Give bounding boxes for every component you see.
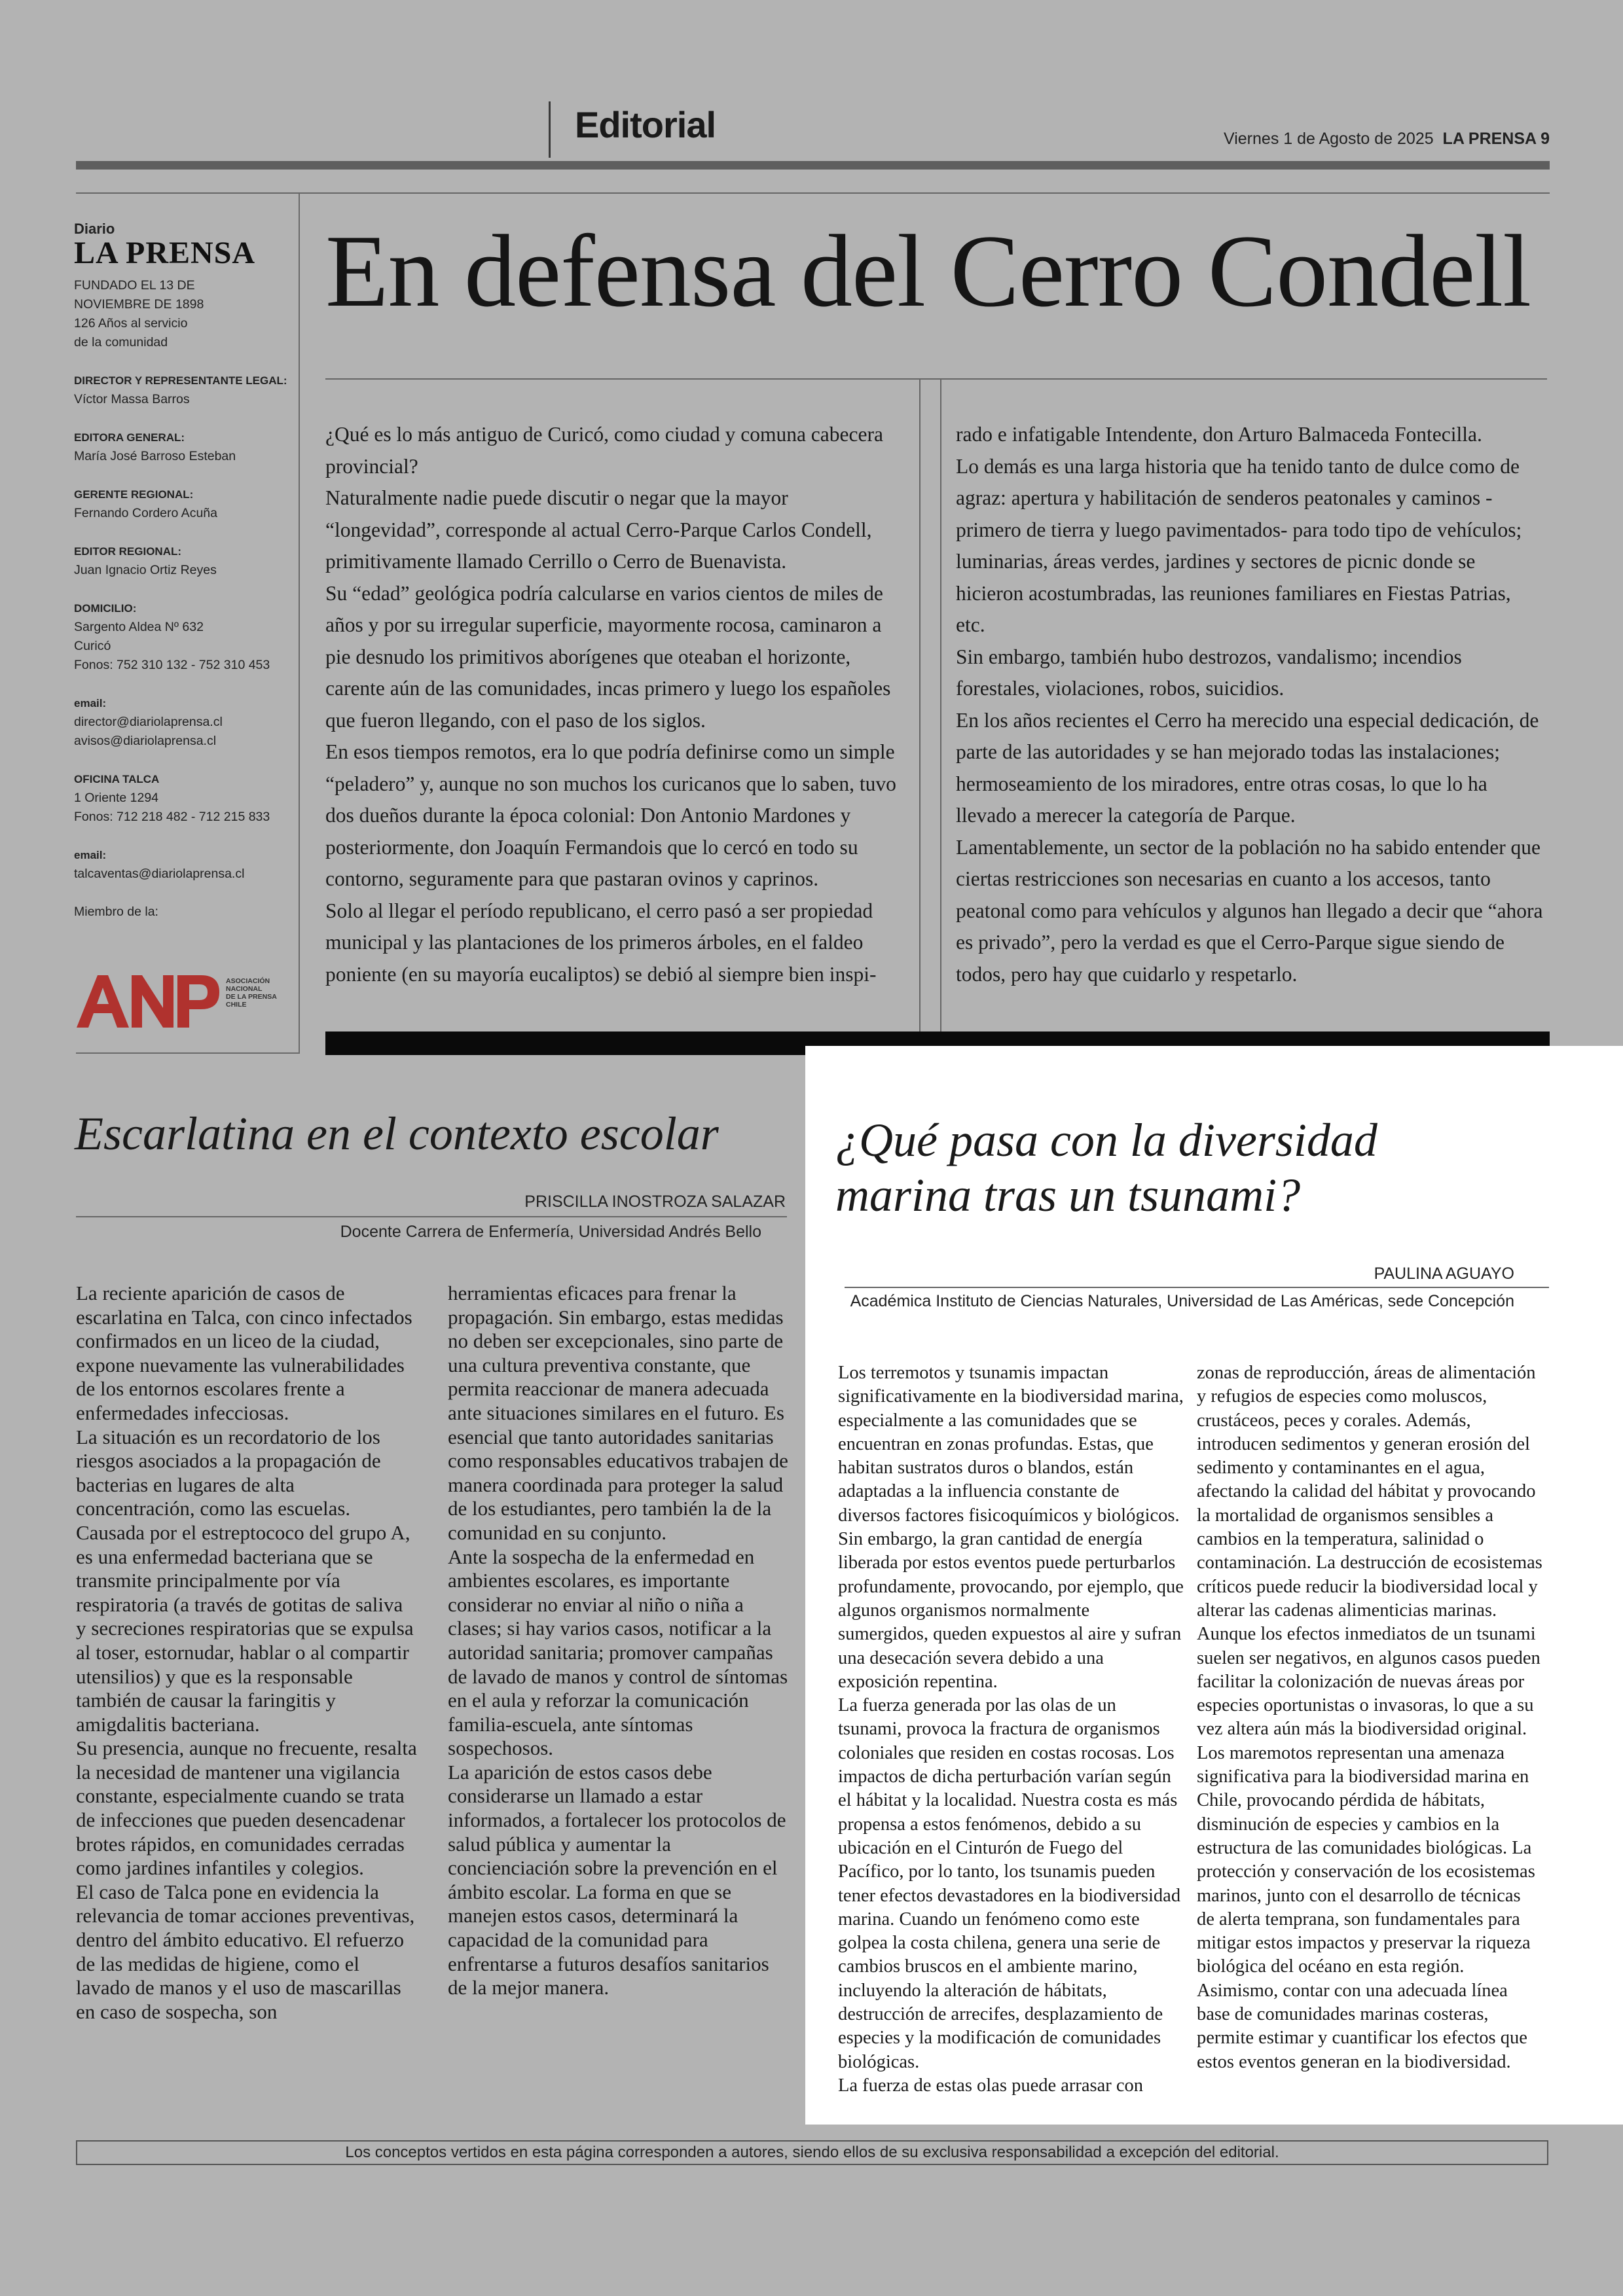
email-label: email: [74,697,107,709]
member-label: Miembro de la: [74,905,158,919]
domicilio-info [74,599,290,675]
staff-label: GERENTE REGIONAL: [74,488,194,501]
anp-caption: DE LA PRENSA [226,993,277,1001]
paragraph: Sin embargo, también hubo destrozos, vandalismo; incendios forestales, violaciones, robos, suicidios. [956,645,1462,700]
paragraph: Los terremotos y tsunamis impactan significativamente en la biodiversidad marina, especialmente a las comunidades que se encuentran en zonas profundas. Estas, que habitan sustratos duros o blandos, están adaptadas a la influencia constante de diversos factores fisicoquímicos y biológicos. Sin embargo, la gran cantidad de energía liberada por estos eventos puede perturbarlos profundamente, provocando, por ejemplo, que algunos organismos normalmente sumergidos, queden expuestos al aire y sufran una desecación severa debido a una exposición repentina. [838,1363,1184,1692]
author-affiliation: Académica Instituto de Ciencias Naturales, Universidad de Las Américas, sede Concepción [850,1292,1514,1310]
anp-caption: CHILE [226,1001,247,1009]
staff-editor [74,542,290,580]
author-affiliation: Docente Carrera de Enfermería, Universidad Andrés Bello [340,1223,761,1241]
email-info [74,694,290,751]
paragraph: La fuerza de estas olas puede arrasar con [838,2075,1144,2096]
paragraph: La reciente aparición de casos de escarlatina en Talca, con cinco infectados confirmados en un liceo de la ciudad, expone nuevamente las vulnerabilidades de los entornos escolares frente a enfermedades infecciosas. [76,1282,412,1424]
masthead-kicker: Diario [74,221,115,237]
phone-line: Fonos: 712 218 482 - 712 215 833 [74,810,270,824]
paragraph: La aparición de estos casos debe considerarse un llamado a estar informados, a fortalecer los protocolos de salud pública y aumentar la concienciación sobre la prevención en el ámbito escolar. La forma en que se manejen estos casos, determinará la capacidad de la comunidad para enfrentarse a futuros desafíos sanitarios de la mejor manera. [448,1760,786,2000]
header-bar [76,161,1550,170]
editorial-column-1 [325,419,908,990]
article-title: ¿Qué pasa con la diversidad marina tras un tsunami? [835,1114,1377,1221]
address-line: Curicó [74,639,111,653]
article-author: PRISCILLA INOSTROZA SALAZAR [524,1193,786,1211]
anp-caption: ASOCIACIÓN [226,977,270,985]
staff-gerente [74,485,290,523]
paragraph: Aunque los efectos inmediatos de un tsunami suelen ser negativos, en algunos casos pueden facilitar la colonización de nuevas áreas por especies oportunistas o invasoras, lo que a su vez altera aún más la biodiversidad original. [1197,1624,1541,1740]
paragraph: Naturalmente nadie puede discutir o negar que la mayor “longevidad”, corresponde al actual Cerro-Parque Carlos Condell, primitivamente llamado Cerrillo o Cerro de Buenavista. [325,486,872,573]
paragraph: zonas de reproducción, áreas de alimentación y refugios de especies como moluscos, crustáceos, peces y corales. Además, introducen sedimentos y generan erosión del sedimento y contaminantes en el agua, afectando la calidad del hábitat y provocando la mortalidad de organismos sensibles a cambios en la temperatura, salinidad o contaminación. La destrucción de ecosistemas críticos puede reducir la biodiversidad local y alterar las cadenas alimenticias marinas. [1197,1363,1542,1621]
staff-name: Juan Ignacio Ortiz Reyes [74,563,217,577]
header-divider [549,101,551,158]
founded-line: 126 Años al servicio [74,316,188,331]
founded-line: de la comunidad [74,335,168,350]
staff-name: Fernando Cordero Acuña [74,506,217,520]
article-column-1 [76,1282,418,2024]
page-label: LA PRENSA 9 [1442,130,1550,148]
anp-caption: NACIONAL [226,985,263,993]
dateline [1224,130,1550,149]
anp-logo [74,970,277,1033]
email-link[interactable]: director@diariolaprensa.cl [74,715,223,729]
article-column-2 [448,1282,790,2000]
header-rule [76,192,1550,194]
paragraph: Causada por el estreptococo del grupo A, es una enfermedad bacteriana que se transmite principalmente por vía respiratoria (a través de gotitas de saliva y secreciones respiratorias que se expulsa al toser, estornudar, hablar o al compartir utensilios) y que es la responsable también de causar la faringitis y amigdalitis bacteriana. [76,1520,414,1736]
editorial-column-rule [940,378,941,1033]
paragraph: Su presencia, aunque no frecuente, resalta la necesidad de mantener una vigilancia constante, especialmente cuando se trata de infecciones que pueden desencadenar brotes rápidos, en comunidades cerradas como jardines infantiles y colegios. [76,1736,417,1880]
article-column-2 [1197,1361,1542,2074]
editorial-column-rule [919,378,921,1033]
email-link[interactable]: avisos@diariolaprensa.cl [74,734,217,748]
paragraph: Los maremotos representan una amenaza significativa para la biodiversidad marina en Chile, provocando pérdida de hábitats, disminución de especies y cambios en la estructura de las comunidades biológicas. La protección y conservación de los ecosistemas marinos, junto con el desarrollo de técnicas de alerta temprana, son fundamentales para mitigar estos impactos y preservar la riqueza biológica del océano en esta región. Asimismo, contar con una adecuada línea base de comunidades marinas costeras, permite estimar y cuantificar los efectos que estos eventos generan en la biodiversidad. [1197,1742,1535,2072]
email-label: email: [74,849,107,861]
paragraph: En esos tiempos remotos, era lo que podría definirse como un simple “peladero” y, aunque no son muchos los curicanos que lo saben, tuvo dos dueños durante la época colonial: Don Antonio Mardones y posteriormente, don Joaquín Fermandois que lo cercó en todo su contorno, seguramente para que pastaran ovinos y caprinos. [325,740,896,890]
founded-info [74,276,290,352]
editorial-title: En defensa del Cerro Condell [325,214,1531,329]
sidebar-divider [299,194,300,1054]
phone-line: Fonos: 752 310 132 - 752 310 453 [74,658,270,672]
paragraph: Lo demás es una larga historia que ha tenido tanto de dulce como de agraz: apertura y habilitación de senderos peatonales y caminos -primero de tierra y luego pavimentados- para todo tipo de vehículos; luminarias, áreas verdes, jardines y sectores de picnic donde se hicieron acostumbradas, las reuniones familiares en Fiestas Patrias, etc. [956,454,1522,636]
sidebar-bottom-rule [76,1052,300,1054]
staff-director [74,371,290,409]
article-author: PAULINA AGUAYO [1374,1265,1514,1283]
staff-label: DIRECTOR Y REPRESENTANTE LEGAL: [74,374,287,387]
staff-name: Víctor Massa Barros [74,392,190,406]
paragraph: rado e infatigable Intendente, don Arturo Balmaceda Fontecilla. [956,423,1482,446]
paragraph: La situación es un recordatorio de los riesgos asociados a la propagación de bacterias en lugares de alta concentración, como las escuelas. [76,1425,381,1520]
staff-label: EDITORA GENERAL: [74,431,185,444]
paragraph: herramientas eficaces para frenar la propagación. Sin embargo, estas medidas no deben ser excepcionales, sino parte de una cultura preventiva constante, que permita reaccionar de manera adecuada ante situaciones similares en el futuro. Es esencial que tanto autoridades sanitarias como responsables educativos trabajen de manera coordinada para proteger la salud de los estudiantes, pero también la de la comunidad en su conjunto. [448,1282,788,1544]
masthead [74,221,290,922]
address-line: 1 Oriente 1294 [74,791,159,805]
article-column-1 [838,1361,1184,2098]
paragraph: Ante la sospecha de la enfermedad en ambientes escolares, es importante considerar no enviar al niño o niña a clases; si hay varios casos, notificar a la autoridad sanitaria; promover campañas de lavado de manos y control de síntomas en el aula y reforzar la comunicación familia-escuela, ante síntomas sospechosos. [448,1545,788,1760]
paragraph: Lamentablemente, un sector de la población no ha sabido entender que ciertas restricciones son necesarias en cuanto a los accesos, tanto peatonal como para vehículos y algunos han llegado a decir que “ahora es privado”, pero la verdad es que el Cerro-Parque sigue siendo de todos, pero hay que cuidarlo y respetarlo. [956,835,1543,986]
paragraph: El caso de Talca pone en evidencia la relevancia de tomar acciones preventivas, dentro del ámbito educativo. El refuerzo de las medidas de higiene, como el lavado de manos y el uso de mascarillas en caso de sospecha, son [76,1880,415,2023]
paragraph: Su “edad” geológica podría calcularse en varios cientos de miles de años y por su irregular superficie, mayormente rocosa, caminaron a pie desnudo los primitivos aborígenes que oteaban el horizonte, carente aún de las comunidades, incas primero y luego los españoles que fueron llegando, con el paso de los siglos. [325,581,891,732]
editorial-column-2 [956,419,1545,990]
founded-line: NOVIEMBRE DE 1898 [74,297,204,312]
byline-rule [76,1216,787,1217]
founded-line: FUNDADO EL 13 DE [74,278,195,293]
email-link[interactable]: talcaventas@diariolaprensa.cl [74,867,245,881]
staff-label: EDITOR REGIONAL: [74,545,182,558]
staff-name: María José Barroso Esteban [74,449,236,463]
section-title: Editorial [575,104,716,145]
masthead-logo: LA PRENSA [74,236,256,270]
footer-disclaimer: Los conceptos vertidos en esta página corresponden a autores, siendo ellos de su exclusiva responsabilidad a excepción del editorial. [345,2144,1279,2161]
paragraph: Solo al llegar el período republicano, el cerro pasó a ser propiedad municipal y las plantaciones de los primeros árboles, en el faldeo poniente (en su mayoría eucaliptos) se debió al siempre bien inspi- [325,899,877,986]
staff-editora [74,428,290,466]
email2-info [74,846,290,884]
talca-label: OFICINA TALCA [74,773,160,785]
address-line: Sargento Aldea Nº 632 [74,620,204,634]
issue-date: Viernes 1 de Agosto de 2025 [1224,130,1434,148]
talca-office-info [74,770,290,827]
domicilio-label: DOMICILIO: [74,602,137,615]
byline-rule [845,1287,1549,1288]
paragraph: En los años recientes el Cerro ha merecido una especial dedicación, de parte de las autoridades y se han mejorado todas las instalaciones; hermoseamiento de los miradores, entre otras cosas, lo que lo ha llevado a merecer la categoría de Parque. [956,708,1539,827]
paragraph: ¿Qué es lo más antiguo de Curicó, como ciudad y comuna cabecera provincial? [325,423,883,478]
article-title: Escarlatina en el contexto escolar [75,1107,719,1160]
editorial-title-rule [325,378,1547,380]
paragraph: La fuerza generada por las olas de un tsunami, provoca la fractura de organismos coloniales que residen en costas rocosas. Los impactos de dicha perturbación varían según el hábitat y la localidad. Nuestra costa es más propensa a estos fenómenos, debido a su ubicación en el Cinturón de Fuego del Pacífico, por lo tanto, los tsunamis pueden tener efectos devastadores en la biodiversidad marina. Cuando un fenómeno como este golpea la costa chilena, genera una serie de cambios bruscos en el ambiente marino, incluyendo la alteración de hábitats, destrucción de arrecifes, desplazamiento de especies y la modificación de comunidades biológicas. [838,1695,1181,2072]
